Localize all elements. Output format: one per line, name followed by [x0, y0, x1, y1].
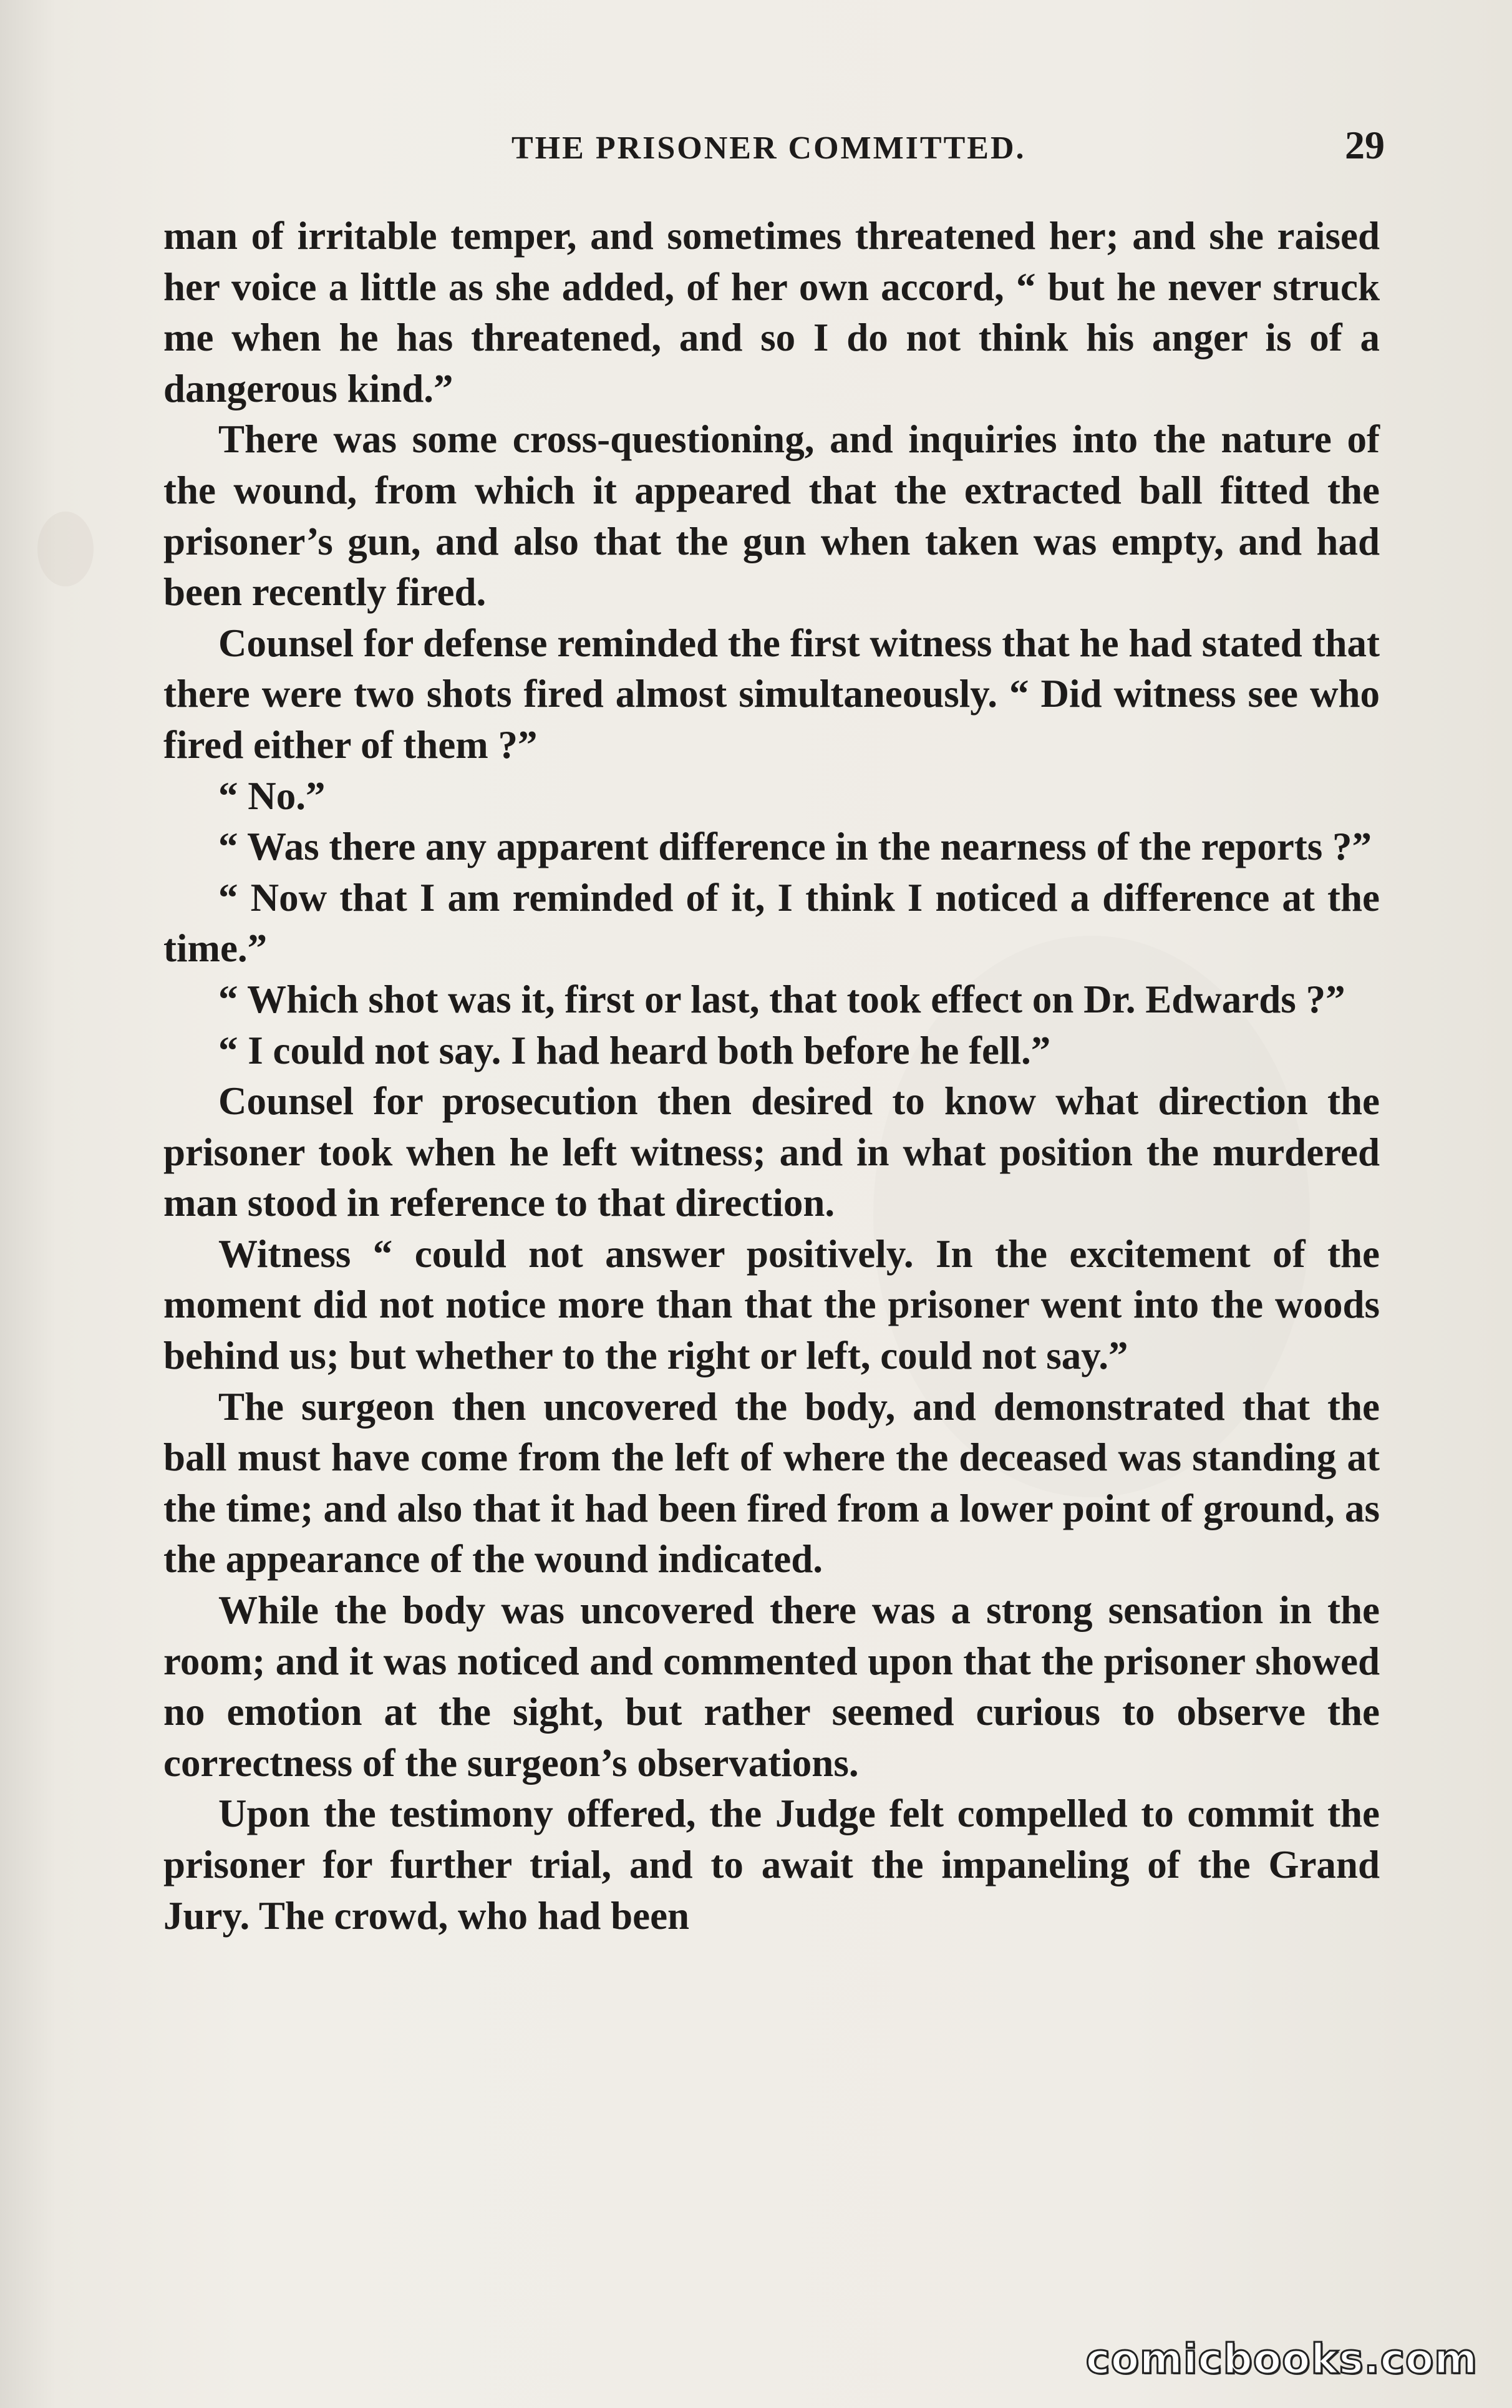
page-header — [511, 122, 1385, 178]
watermark: comicbooks.com — [1085, 2335, 1478, 2383]
body-text — [163, 211, 1380, 1941]
paragraph: “ Now that I am reminded of it, I think I noticed a difference at the time.” — [163, 875, 1380, 971]
paragraph: man of irritable temper, and sometimes threatened her; and she raised her voice a little as she added, of her own accord, “ but he never struck me when he has threatened, and so I do not think his anger is of a dangerous kind.” — [163, 214, 1380, 410]
page-number: 29 — [1345, 123, 1385, 167]
paragraph: There was some cross-questioning, and inquiries into the nature of the wound, from which it appeared that the extracted ball fitted the prisoner’s gun, and also that the gun when taken was empty, and had been recently fired. — [163, 417, 1380, 614]
paper-stain — [37, 512, 94, 586]
paragraph: “ I could not say. I had heard both before he fell.” — [218, 1028, 1051, 1072]
paragraph: “ Was there any apparent difference in the nearness of the reports ?” — [218, 825, 1372, 869]
running-head: THE PRISONER COMMITTED. — [511, 130, 1026, 166]
paragraph: “ Which shot was it, first or last, that took effect on Dr. Edwards ?” — [218, 977, 1345, 1021]
paragraph: Witness “ could not answer positively. In the excitement of the moment did not notice more than that the prisoner went into the woods behind us; but whether to the right or left, could not say.” — [163, 1231, 1380, 1378]
paragraph: The surgeon then uncovered the body, and demonstrated that the ball must have come from the left of where the deceased was standing at the time; and also that it had been fired from a lower point of ground, as the appearance of the wound indicated. — [163, 1384, 1380, 1581]
paragraph: Counsel for prosecution then desired to know what direction the prisoner took when he left witness; and in what position the murdered man stood in reference to that direction. — [163, 1079, 1380, 1225]
paragraph: Upon the testimony offered, the Judge felt compelled to commit the prisoner for further trial, and to await the impaneling of the Grand Jury. The crowd, who had been — [163, 1792, 1380, 1938]
paragraph: “ No.” — [218, 774, 326, 818]
paragraph: Counsel for defense reminded the first witness that he had stated that there were two shots fired almost simultaneously. “ Did witness see who fired either of them ?” — [163, 621, 1380, 767]
paragraph: While the body was uncovered there was a strong sensation in the room; and it was noticed and commented upon that the prisoner showed no emotion at the sight, but rather seemed curious to observe the correctness of the surgeon’s observations. — [163, 1588, 1380, 1785]
